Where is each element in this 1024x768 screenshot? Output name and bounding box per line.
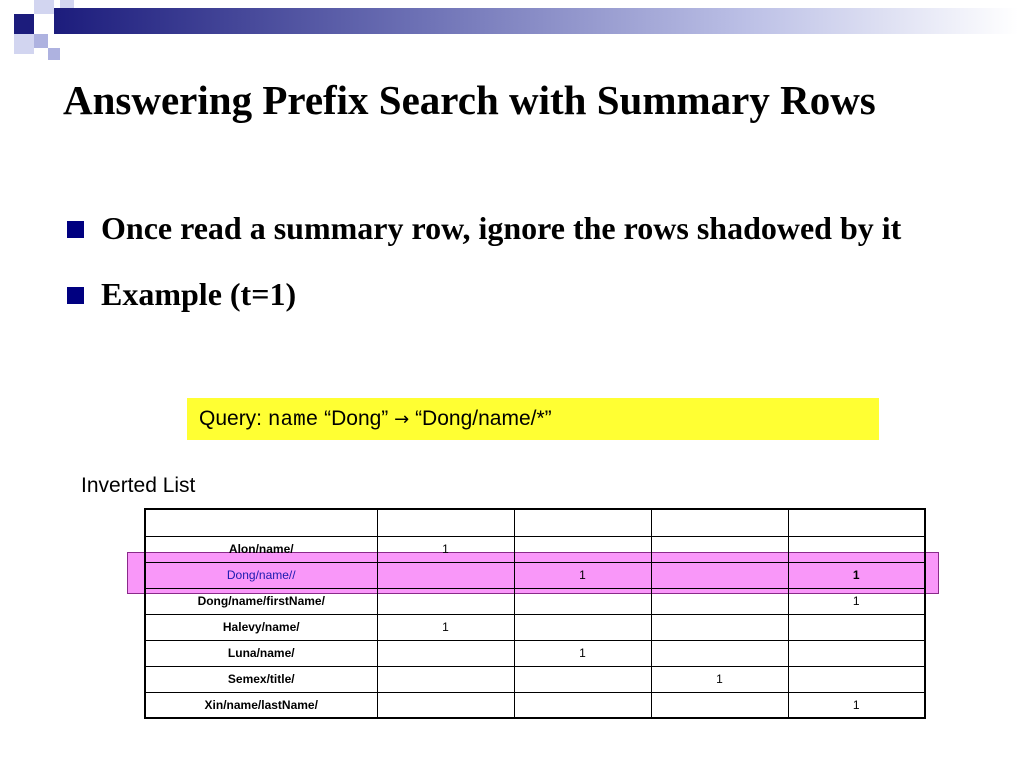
table-row bbox=[145, 588, 925, 614]
bullet-list bbox=[65, 198, 965, 324]
query-prefix: Query: bbox=[199, 407, 268, 430]
square-bullet-icon bbox=[67, 287, 84, 304]
table-header-cell bbox=[145, 509, 377, 536]
row-cell bbox=[514, 666, 651, 692]
row-cell: 1 bbox=[788, 692, 925, 718]
table-row bbox=[145, 614, 925, 640]
table-header-row bbox=[145, 509, 925, 536]
row-key: Alon/name/ bbox=[145, 536, 377, 562]
row-cell bbox=[377, 640, 514, 666]
row-key: Xin/name/lastName/ bbox=[145, 692, 377, 718]
square-bullet-icon bbox=[67, 221, 84, 238]
bullet-text: Example (t=1) bbox=[101, 276, 297, 312]
bullet-text: Once read a summary row, ignore the rows shadowed by it bbox=[101, 210, 902, 246]
inverted-list-table bbox=[144, 508, 926, 719]
decor-square-1 bbox=[14, 14, 34, 34]
row-cell: 1 bbox=[788, 562, 925, 588]
row-cell bbox=[377, 666, 514, 692]
decor-square-5 bbox=[48, 48, 60, 60]
row-key: Dong/name// bbox=[145, 562, 377, 588]
row-cell bbox=[514, 588, 651, 614]
table-header-cell bbox=[514, 509, 651, 536]
row-cell bbox=[651, 588, 788, 614]
row-cell bbox=[377, 692, 514, 718]
row-cell bbox=[514, 692, 651, 718]
row-cell bbox=[788, 640, 925, 666]
row-cell bbox=[377, 588, 514, 614]
right-arrow-icon: → bbox=[394, 409, 410, 430]
query-keyword: name bbox=[267, 409, 319, 432]
row-cell: 1 bbox=[514, 640, 651, 666]
table-row-summary bbox=[145, 562, 925, 588]
bullet-item bbox=[65, 264, 965, 324]
row-key: Luna/name/ bbox=[145, 640, 377, 666]
row-cell: 1 bbox=[651, 666, 788, 692]
query-term: “Dong” bbox=[318, 407, 395, 430]
row-cell bbox=[514, 614, 651, 640]
table-header-cell bbox=[788, 509, 925, 536]
row-cell bbox=[651, 614, 788, 640]
decor-square-4 bbox=[14, 34, 34, 54]
row-cell bbox=[788, 666, 925, 692]
query-box bbox=[187, 398, 879, 440]
row-key: Semex/title/ bbox=[145, 666, 377, 692]
slide-title: Answering Prefix Search with Summary Rows bbox=[63, 77, 876, 123]
table-header-cell bbox=[651, 509, 788, 536]
table-row bbox=[145, 692, 925, 718]
row-cell bbox=[788, 614, 925, 640]
table-row bbox=[145, 536, 925, 562]
row-cell: 1 bbox=[377, 614, 514, 640]
row-cell bbox=[514, 536, 651, 562]
table-row bbox=[145, 666, 925, 692]
row-cell bbox=[377, 562, 514, 588]
query-result: “Dong/name/*” bbox=[409, 407, 552, 430]
row-cell: 1 bbox=[377, 536, 514, 562]
inverted-list-label: Inverted List bbox=[81, 474, 196, 497]
row-cell bbox=[651, 562, 788, 588]
row-cell bbox=[651, 640, 788, 666]
row-cell bbox=[788, 536, 925, 562]
table-row bbox=[145, 640, 925, 666]
row-cell bbox=[651, 692, 788, 718]
row-key: Dong/name/firstName/ bbox=[145, 588, 377, 614]
decor-square-3 bbox=[34, 34, 48, 48]
row-cell bbox=[651, 536, 788, 562]
row-key: Halevy/name/ bbox=[145, 614, 377, 640]
decor-square-2 bbox=[34, 0, 54, 14]
header-gradient-bar bbox=[54, 8, 1018, 34]
bullet-item bbox=[65, 198, 965, 258]
row-cell: 1 bbox=[514, 562, 651, 588]
row-cell: 1 bbox=[788, 588, 925, 614]
table-header-cell bbox=[377, 509, 514, 536]
